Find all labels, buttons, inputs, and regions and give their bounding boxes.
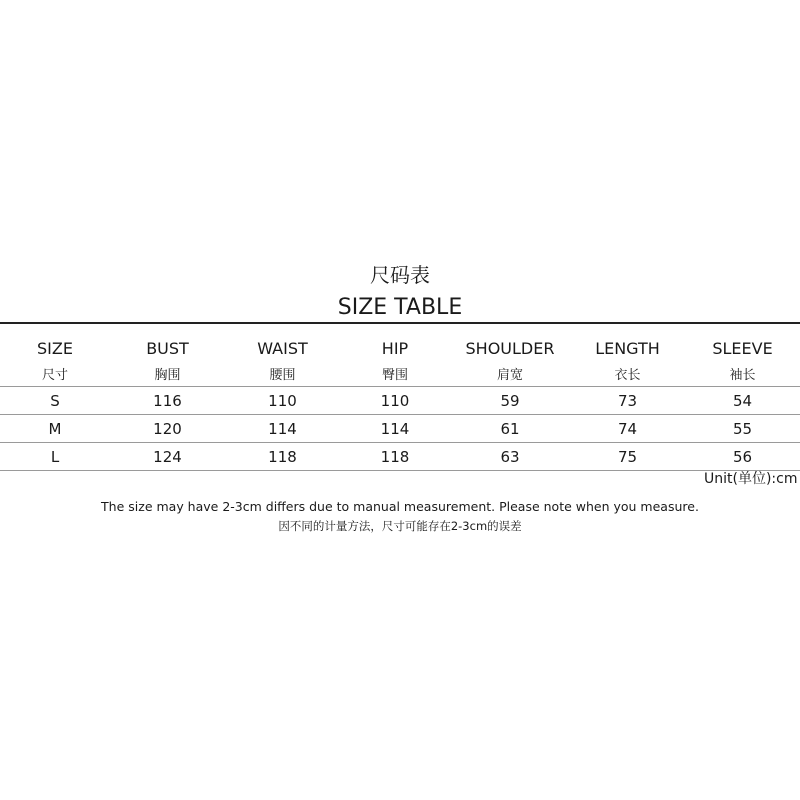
measurement-note-chinese: 因不同的计量方法，尺寸可能存在2-3cm的误差 — [278, 519, 522, 533]
table-row-s — [0, 387, 800, 415]
table-row-l — [0, 443, 800, 471]
table-cell-shoulder: 61 — [450, 415, 570, 443]
column-header-shoulder-zh: 肩宽 — [496, 367, 523, 383]
column-header-waist: WAIST — [225, 323, 340, 360]
table-cell-bust: 124 — [110, 443, 225, 471]
column-header-sleeve-zh: 袖长 — [729, 367, 756, 383]
column-header-length: LENGTH — [570, 323, 685, 360]
column-header-shoulder: SHOULDER — [450, 323, 570, 360]
table-cell-hip: 110 — [340, 387, 450, 415]
table-cell-bust: 116 — [110, 387, 225, 415]
table-cell-size: S — [0, 387, 110, 415]
column-header-size-zh: 尺寸 — [41, 367, 68, 383]
table-cell-sleeve: 55 — [685, 415, 800, 443]
column-header-bust-zh: 胸围 — [154, 367, 181, 383]
table-cell-shoulder: 59 — [450, 387, 570, 415]
table-row-m — [0, 415, 800, 443]
table-cell-sleeve: 56 — [685, 443, 800, 471]
column-header-waist-zh: 腰围 — [269, 367, 296, 383]
column-header-hip: HIP — [340, 323, 450, 360]
table-cell-waist: 110 — [225, 387, 340, 415]
table-cell-length: 74 — [570, 415, 685, 443]
column-header-bust: BUST — [110, 323, 225, 360]
header-row-chinese — [0, 360, 800, 387]
measurement-note: The size may have 2-3cm differs due to manual measurement. Please note when you measure. — [101, 499, 699, 514]
size-chart-table — [0, 322, 800, 471]
table-cell-waist: 114 — [225, 415, 340, 443]
header-row-english — [0, 323, 800, 360]
table-cell-sleeve: 54 — [685, 387, 800, 415]
table-cell-hip: 114 — [340, 415, 450, 443]
column-header-hip-zh: 臀围 — [381, 367, 408, 383]
table-cell-hip: 118 — [340, 443, 450, 471]
column-header-sleeve: SLEEVE — [685, 323, 800, 360]
table-cell-length: 73 — [570, 387, 685, 415]
table-cell-bust: 120 — [110, 415, 225, 443]
size-table-title: SIZE TABLE — [337, 295, 463, 320]
unit-label: Unit(单位):cm — [704, 471, 798, 487]
table-cell-length: 75 — [570, 443, 685, 471]
table-cell-size: M — [0, 415, 110, 443]
column-header-length-zh: 衣长 — [614, 367, 641, 383]
table-cell-shoulder: 63 — [450, 443, 570, 471]
size-table-title-chinese: 尺码表 — [370, 263, 430, 287]
table-cell-size: L — [0, 443, 110, 471]
column-header-size: SIZE — [0, 323, 110, 360]
table-cell-waist: 118 — [225, 443, 340, 471]
